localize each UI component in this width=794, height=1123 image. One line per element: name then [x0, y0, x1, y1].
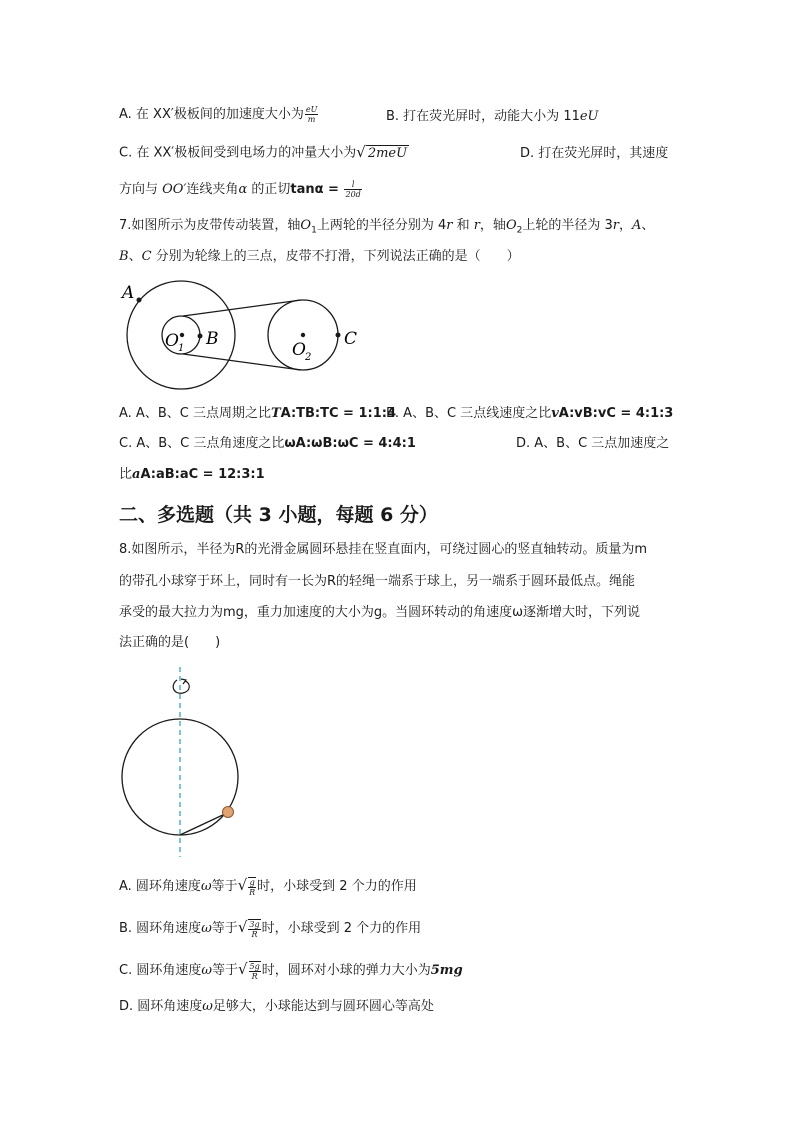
q6-option-d-cont: 方向与 OO′连线夹角α 的正切tanα = $\frac{l}{20d}$	[119, 180, 361, 199]
rotating-ring-diagram	[115, 665, 255, 865]
q8-option-c: C. 圆环角速度ω等于√ $\frac{5g}{R}$ 时，圆环对小球的弹力大小为5mg	[119, 960, 463, 981]
q6-option-c: C. 在 XX′极板间受到电场力的冲量大小为√ 2meU	[119, 143, 408, 161]
point-a	[137, 298, 142, 303]
q6-option-b: B. 打在荧光屏时，动能大小为 11eU	[386, 109, 599, 124]
q8-stem-line4: 法正确的是( )	[119, 635, 221, 650]
q8-option-d: D. 圆环角速度ω足够大，小球能达到与圆环圆心等高处	[119, 999, 434, 1014]
q6-tan-fraction: $\frac{l}{20d}$	[345, 180, 361, 199]
q6-option-a-text: A. 在 XX′极板间的加速度大小为	[119, 107, 304, 122]
q7-option-c: C. A、B、C 三点角速度之比ωA:ωB:ωC = 4:4:1	[119, 436, 416, 451]
belt-bottom	[183, 354, 301, 370]
q8-option-a: A. 圆环角速度ω等于√ $\frac{g}{R}$ 时，小球受到 2 个力的作用	[119, 876, 417, 897]
label-o2: O	[292, 340, 306, 360]
belt-drive-diagram	[115, 278, 375, 398]
q7-stem-line2: B、C 分别为轮缘上的三点，皮带不打滑，下列说法正确的是（ ）	[119, 249, 520, 264]
label-o2-sub: 2	[305, 352, 312, 363]
label-a: A	[122, 283, 135, 303]
q8-option-c-sqrt: √ $\frac{5g}{R}$	[237, 960, 260, 981]
point-c	[336, 333, 341, 338]
label-b: B	[206, 329, 219, 349]
q6-option-a-fraction: $\frac{eU}{m}$	[305, 105, 318, 124]
q6-option-a	[119, 105, 319, 124]
point-b	[198, 334, 203, 339]
q7-stem-line1: 7.如图所示为皮带传动装置，轴$O_1$上两轮的半径分别为 4r 和 r，轴$O_2$上轮的半径为 3r，A、	[119, 218, 655, 236]
q8-option-a-sqrt: √ $\frac{g}{R}$	[237, 876, 256, 897]
q8-stem-line2: 的带孔小球穿于环上，同时有一长为R的轻绳一端系于球上，另一端系于圆环最低点。绳能	[119, 574, 636, 589]
center-o1	[180, 333, 184, 337]
q8-stem-line3: 承受的最大拉力为mg，重力加速度的大小为g。当圆环转动的角速度ω逐渐增大时，下列说	[119, 605, 641, 620]
section-title-multi-choice: 二、多选题（共 3 小题，每题 6 分）	[119, 504, 438, 526]
belt-top	[183, 300, 301, 316]
label-o1: O	[165, 331, 179, 351]
q6-option-d: D. 打在荧光屏时，其速度	[520, 146, 669, 161]
rotation-arrow-icon	[173, 680, 189, 693]
q7-option-a: A. A、B、C 三点周期之比TA:TB:TC = 1:1:4	[119, 406, 397, 421]
center-o2	[301, 333, 305, 337]
q8-stem-line1: 8.如图所示，半径为R的光滑金属圆环悬挂在竖直面内，可绕过圆心的竖直轴转动。质量为m	[119, 542, 648, 557]
label-o1-sub: 1	[178, 343, 185, 354]
label-c: C	[344, 329, 358, 349]
q7-option-b: B. A、B、C 三点线速度之比vA:vB:vC = 4:1:3	[386, 406, 674, 421]
q6-sqrt: √ 2meU	[356, 143, 408, 161]
q8-option-b-sqrt: √ $\frac{3g}{R}$	[237, 918, 260, 939]
ball	[223, 807, 234, 818]
q7-option-d-cont: 比aA:aB:aC = 12:3:1	[119, 467, 265, 482]
q8-option-b: B. 圆环角速度ω等于√ $\frac{3g}{R}$ 时，小球受到 2 个力的作用	[119, 918, 422, 939]
light-rope	[180, 813, 227, 835]
q7-option-d: D. A、B、C 三点加速度之	[516, 436, 670, 451]
